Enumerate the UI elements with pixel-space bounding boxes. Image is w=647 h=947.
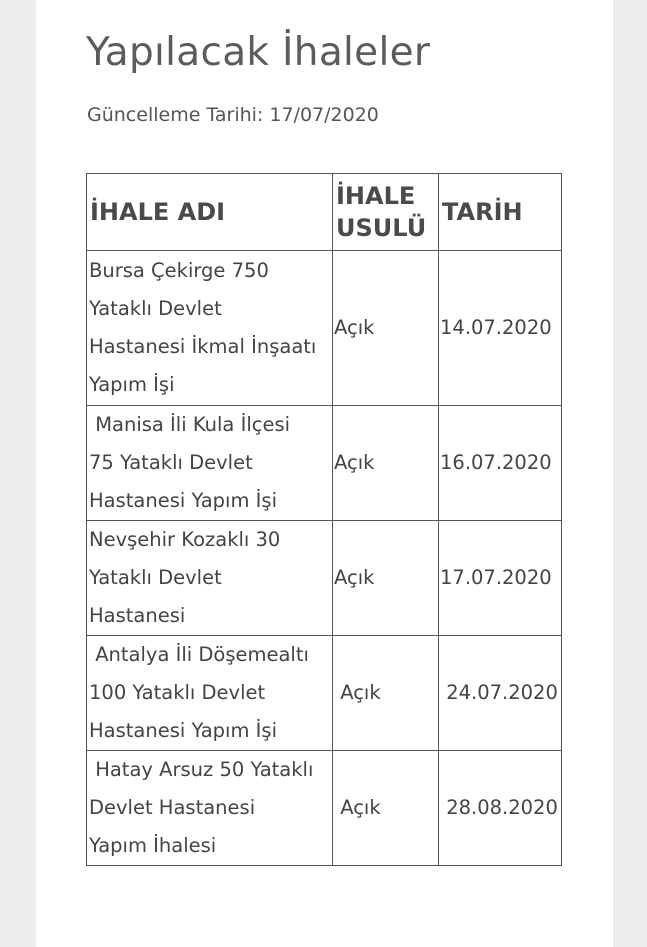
tender-name-line: Yapım İhalesi bbox=[89, 834, 217, 857]
tender-name-cell bbox=[87, 251, 333, 406]
tender-method-cell: Açık bbox=[333, 751, 439, 866]
tender-name-line: Hastanesi Yapım İşi bbox=[89, 719, 277, 742]
header-method-line1: İHALE bbox=[336, 182, 416, 210]
table-row bbox=[87, 636, 562, 751]
table-row bbox=[87, 521, 562, 636]
table-row bbox=[87, 406, 562, 521]
table-row bbox=[87, 751, 562, 866]
header-tender-name bbox=[87, 174, 333, 251]
tender-name-line: Manisa İli Kula İlçesi bbox=[89, 413, 291, 436]
tender-name-line: Yapım İşi bbox=[89, 373, 175, 396]
header-tender-method bbox=[333, 174, 439, 251]
tender-date-cell: 24.07.2020 bbox=[439, 636, 562, 751]
tender-method-cell: Açık bbox=[333, 406, 439, 521]
tender-name-cell bbox=[87, 406, 333, 521]
tender-date-cell: 16.07.2020 bbox=[439, 406, 562, 521]
tender-name-line: Hastanesi Yapım İşi bbox=[89, 489, 277, 512]
tender-date-cell: 28.08.2020 bbox=[439, 751, 562, 866]
tender-name-line: Devlet Hastanesi bbox=[89, 796, 256, 819]
tender-name-cell bbox=[87, 636, 333, 751]
tender-method-cell: Açık bbox=[333, 636, 439, 751]
header-tender-name-label: İHALE ADI bbox=[90, 198, 226, 226]
tender-name-cell bbox=[87, 751, 333, 866]
tender-name-line: Yataklı Devlet bbox=[89, 297, 222, 320]
tender-date-cell: 14.07.2020 bbox=[439, 251, 562, 406]
tender-name-line: Hastanesi İkmal İnşaatı bbox=[89, 335, 317, 358]
tender-name-cell bbox=[87, 521, 333, 636]
table-row bbox=[87, 251, 562, 406]
update-date: Güncelleme Tarihi: 17/07/2020 bbox=[87, 104, 379, 126]
tender-method-cell: Açık bbox=[333, 251, 439, 406]
tender-name-line: Yataklı Devlet bbox=[89, 566, 222, 589]
tender-name-line: 100 Yataklı Devlet bbox=[89, 681, 266, 704]
header-method-line2: USULÜ bbox=[336, 214, 427, 242]
page-title: Yapılacak İhaleler bbox=[86, 30, 431, 75]
tender-name-line: Hastanesi bbox=[89, 604, 186, 627]
tender-method-cell: Açık bbox=[333, 521, 439, 636]
tender-date-cell: 17.07.2020 bbox=[439, 521, 562, 636]
tender-name-line: Bursa Çekirge 750 bbox=[89, 259, 269, 282]
header-tender-date bbox=[439, 174, 562, 251]
tender-name-line: Hatay Arsuz 50 Yataklı bbox=[89, 758, 314, 781]
table-header-row bbox=[87, 174, 562, 251]
page-content bbox=[36, 0, 613, 947]
tender-table bbox=[86, 173, 562, 866]
tender-name-line: 75 Yataklı Devlet bbox=[89, 451, 253, 474]
tender-name-line: Nevşehir Kozaklı 30 bbox=[89, 528, 281, 551]
header-date-label: TARİH bbox=[442, 198, 523, 226]
tender-name-line: Antalya İli Döşemealtı bbox=[89, 643, 309, 666]
